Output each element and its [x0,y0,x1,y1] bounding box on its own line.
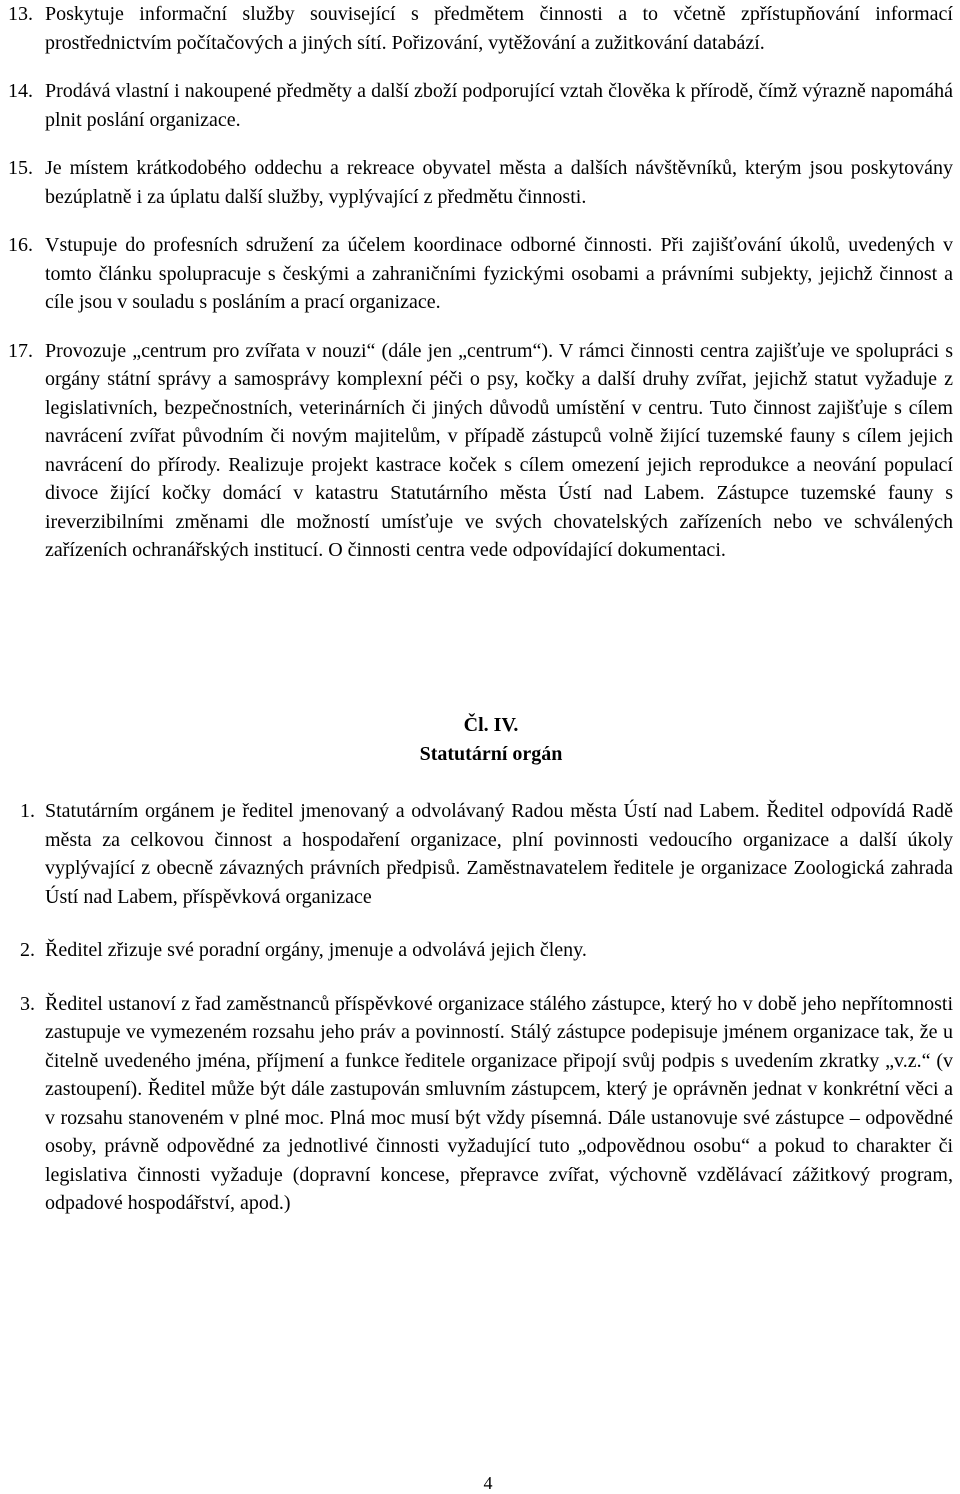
list-item [0,936,960,965]
item-text: Ředitel zřizuje své poradní orgány, jmenuje a odvolává jejich členy. [45,939,587,961]
list-item [0,797,960,911]
item-number: 17. [8,339,33,362]
article-title: Statutární orgán [419,743,563,765]
item-number: 13. [8,3,33,25]
list-item [0,154,960,211]
statutory-list [0,797,960,1218]
item-number: 16. [8,234,33,256]
list-item [0,0,960,57]
item-text: Vstupuje do profesních sdružení za účelem koordinace odborné činnosti. Při zajišťování úkolů, uvedených v tomto článku spolupracuje s českými a zahraničními fyzickými osobami a právními subjekty, jejichž činnost a cíle jsou v souladu s posláním a prací organizace. [45,234,953,313]
list-item [0,337,960,565]
item-number: 2. [20,939,35,961]
item-text: Provozuje „centrum pro zvířata v nouzi“ (dále jen „centrum“). V rámci činnosti centra zajišťuje ve spolupráci s orgány státní správy a samosprávy komplexní péči o psy, kočky a další druhy zvířat, jejichž statut vyžaduje z legislativních, bezpečnostních, veterinárních či jiných důvodů umístění v centru. Tuto činnost zajišťuje s cílem navrácení zvířat původním či novým majitelům, v případě zástupců volně žijící tuzemské fauny s cílem jejich navrácení do přírody. Realizuje projekt kastrace koček s cílem omezení jejich reprodukce a neování populací divoce žijící kočky domácí v katastru Statutárního města Ústí nad Labem. Zástupce tuzemské fauny s ireverzibilními změnami dle možností umísťuje ve svých chovatelských zařízeních nebo ve schválených zařízeních ochranářských institucí. O činnosti centra vede odpovídající dokumentaci. [45,339,953,561]
item-number: 1. [20,800,35,822]
item-number: 14. [8,80,33,102]
item-text: Ředitel ustanoví z řad zaměstnanců příspěvkové organizace stálého zástupce, který ho v době jeho nepřítomnosti zastupuje ve vymezeném rozsahu jeho práv a povinností. Stálý zástupce podepisuje jménem organizace tak, že u čitelně uvedeného jména, příjmení a funkce ředitele organizace připojí svůj podpis s uvedením zkratky „v.z.“ (v zastoupení). Ředitel může být dále zastupován smluvním zástupcem, který je oprávněn jednat v konkrétní věci a v rozsahu stanoveném v plné moc. Plná moc musí být vždy písemná. Dále ustanovuje své zástupce – odpovědné osoby, právně odpovědné za jednotlivé činnosti vyžadující tuto „odpovědnou osobu“ a pokud to charakter či legislativa činnosti vyžaduje (dopravní koncese, přepravce zvířat, výchovně vzdělávací zážitkový program, odpadové hospodářství, apod.) [45,992,953,1214]
page-number: 4 [483,1473,493,1493]
item-text: Prodává vlastní i nakoupené předměty a další zboží podporující vztah člověka k přírodě, čímž výrazně napomáhá plnit poslání organizace. [45,80,953,131]
list-item [0,231,960,317]
activity-list [0,0,960,565]
list-item [0,77,960,134]
item-text: Je místem krátkodobého oddechu a rekreace obyvatel města a dalších návštěvníků, kterým jsou poskytovány bezúplatně i za úplatu další služby, vyplývající z předmětu činnosti. [45,157,953,208]
item-number: 15. [8,157,33,179]
item-text: Poskytuje informační služby související s předmětem činnosti a to včetně zpřístupňování informací prostřednictvím počítačových a jiných sítí. Pořizování, vytěžování a zužitkování databází. [45,3,953,54]
list-item [0,990,960,1218]
article-number: Čl. IV. [463,714,519,736]
item-text: Statutárním orgánem je ředitel jmenovaný a odvolávaný Radou města Ústí nad Labem. Ředitel odpovídá Radě města za celkovou činnost a hospodaření organizace, plní povinnosti vedoucího organizace a další úkoly vyplývající z obecně závazných právních předpisů. Zaměstnavatelem ředitele je organizace Zoologická zahrada Ústí nad Labem, příspěvková organizace [45,800,953,908]
item-number: 3. [20,992,35,1015]
